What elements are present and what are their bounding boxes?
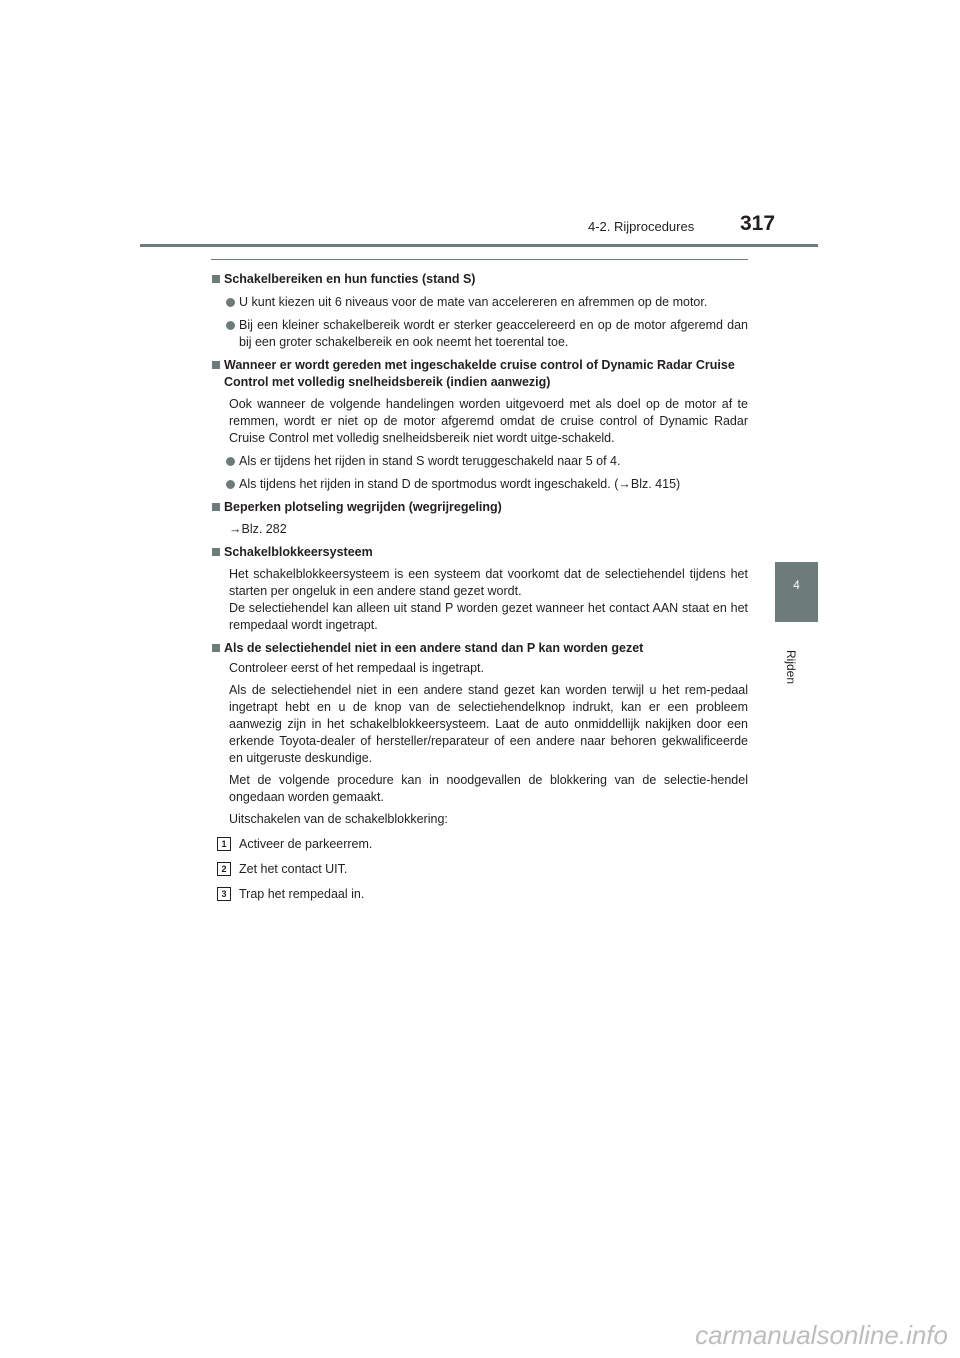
section-paragraph: Controleer eerst of het rempedaal is ingetrapt. [229,661,484,675]
header-rule [140,244,818,247]
square-bullet-icon [212,503,220,511]
section-paragraph: Uitschakelen van de schakelblokkering: [229,812,448,826]
circle-bullet-icon [226,298,235,307]
circle-bullet-icon [226,480,235,489]
procedure-step: 1 Activeer de parkeerrem. [211,836,748,853]
chapter-label: Rijden [784,650,798,685]
section-paragraph: Ook wanneer de volgende handelingen worden uitgevoerd met als doel op de motor af te remmen, wordt er niet op de motor afgeremd omdat de cruise control of Dynamic Radar Cruise Control met volledig snelheidsbereik niet wordt uitge-schakeld. [229,397,748,445]
running-header-section: 4-2. Rijprocedures [588,219,695,234]
section-title: Schakelblokkeersysteem [211,544,748,561]
section-title: Beperken plotseling wegrijden (wegrijregeling) [211,499,748,516]
step-number: 1 [217,837,231,851]
section-paragraph: Als de selectiehendel niet in een andere stand gezet kan worden terwijl u het rem-pedaal ingetrapt hebt en u de knop van de selectiehendelknop indrukt, kan er een probleem aanwezig zijn in het schakelblokkeersysteem. Laat de auto onmiddellijk nakijken door een erkende Toyota-dealer of hersteller/reparateur of een andere naar behoren gekwalificeerde en uitgeruste deskundige. [229,683,748,765]
bullet-item: U kunt kiezen uit 6 niveaus voor de mate van accelereren en afremmen op de motor. [211,294,748,311]
square-bullet-icon [212,644,220,652]
content-top-rule [211,259,748,260]
page-content [211,265,748,903]
chapter-number: 4 [793,578,800,592]
step-number: 3 [217,887,231,901]
procedure-step: 3 Trap het rempedaal in. [211,886,748,903]
procedure-step: 2 Zet het contact UIT. [211,861,748,878]
circle-bullet-icon [226,457,235,466]
page-reference-link[interactable]: →Blz. 282 [229,522,287,536]
chapter-tab [775,562,818,622]
page-number: 317 [740,212,776,235]
bullet-item: Bij een kleiner schakelbereik wordt er sterker geaccelereerd en op de motor afgeremd dan bij een groter schakelbereik en ook neemt het toerental toe. [211,317,748,351]
section-title: Schakelbereiken en hun functies (stand S) [211,271,748,288]
circle-bullet-icon [226,321,235,330]
bullet-item: Als tijdens het rijden in stand D de sportmodus wordt ingeschakeld. (→Blz. 415) [211,476,748,493]
square-bullet-icon [212,361,220,369]
section-paragraph: Met de volgende procedure kan in noodgevallen de blokkering van de selectie-hendel ongedaan worden gemaakt. [229,773,748,804]
section-paragraph: Het schakelblokkeersysteem is een systeem dat voorkomt dat de selectiehendel tijdens het starten per ongeluk in een andere stand gezet wordt. De selectiehendel kan alleen uit stand P worden gezet wanneer het contact AAN staat en het rempedaal wordt ingetrapt. [229,567,748,632]
section-title: Wanneer er wordt gereden met ingeschakelde cruise control of Dynamic Radar Cruise Control met volledig snelheidsbereik (indien aanwezig) [211,357,748,391]
bullet-item: Als er tijdens het rijden in stand S wordt teruggeschakeld naar 5 of 4. [211,453,748,470]
square-bullet-icon [212,548,220,556]
watermark: carmanualsonline.info [695,1320,948,1350]
step-number: 2 [217,862,231,876]
section-title: Als de selectiehendel niet in een andere stand dan P kan worden gezet [211,640,748,657]
square-bullet-icon [212,275,220,283]
